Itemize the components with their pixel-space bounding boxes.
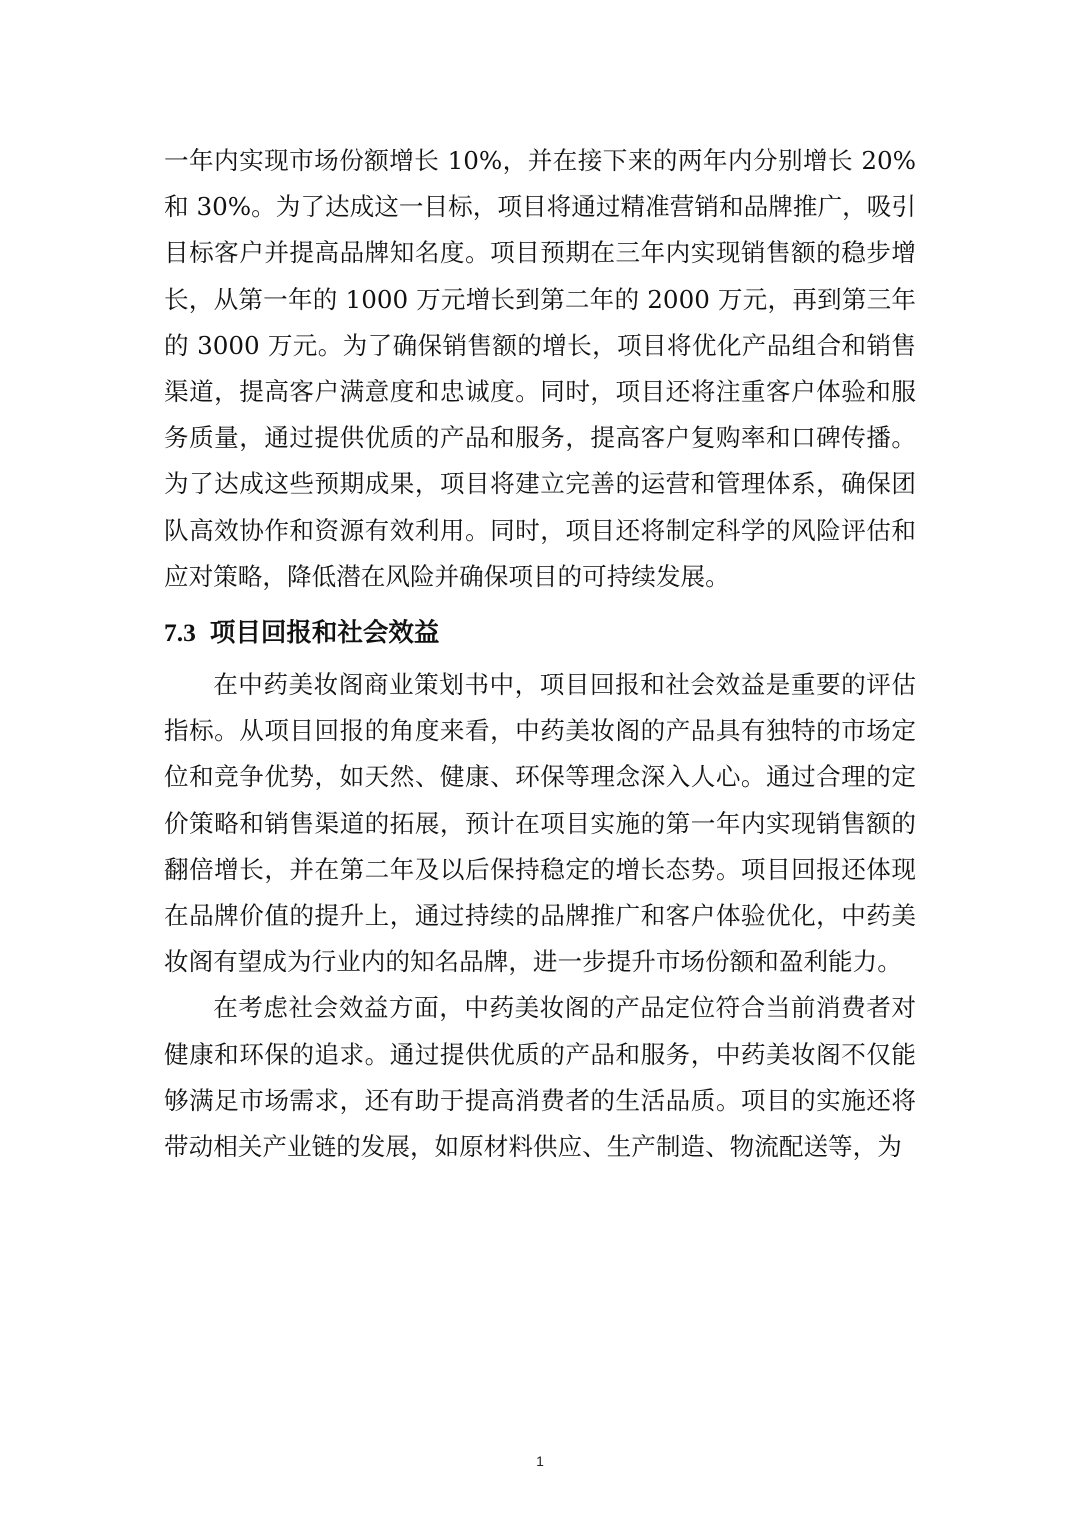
- section-number: 7.3: [164, 618, 196, 648]
- section-heading: [164, 610, 916, 656]
- continued-paragraph: 一年内实现市场份额增长 10%，并在接下来的两年内分别增长 20% 和 30%。为了达成这一目标，项目将通过精准营销和品牌推广，吸引目标客户并提高品牌知名度。项目预期在三年内实现销售额的稳步增长，从第一年的 1000 万元增长到第二年的 2000 万元，再到第三年的 3000 万元。为了确保销售额的增长，项目将优化产品组合和销售渠道，提高客户满意度和忠诚度。同时，项目还将注重客户体验和服务质量，通过提供优质的产品和服务，提高客户复购率和口碑传播。为了达成这些预期成果，项目将建立完善的运营和管理体系，确保团队高效协作和资源有效利用。同时，项目还将制定科学的风险评估和应对策略，降低潜在风险并确保项目的可持续发展。: [164, 146, 916, 591]
- page-content: [164, 138, 916, 1170]
- paragraph-social-benefit: 在考虑社会效益方面，中药美妆阁的产品定位符合当前消费者对健康和环保的追求。通过提供优质的产品和服务，中药美妆阁不仅能够满足市场需求，还有助于提高消费者的生活品质。项目的实施还将带动相关产业链的发展，如原材料供应、生产制造、物流配送等，为: [164, 993, 916, 1162]
- section-title: 项目回报和社会效益: [209, 618, 440, 649]
- paragraph-project-return: 在中药美妆阁商业策划书中，项目回报和社会效益是重要的评估指标。从项目回报的角度来看，中药美妆阁的产品具有独特的市场定位和竞争优势，如天然、健康、环保等理念深入人心。通过合理的定价策略和销售渠道的拓展，预计在项目实施的第一年内实现销售额的翻倍增长，并在第二年及以后保持稳定的增长态势。项目回报还体现在品牌价值的提升上，通过持续的品牌推广和客户体验优化，中药美妆阁有望成为行业内的知名品牌，进一步提升市场份额和盈利能力。: [164, 670, 916, 977]
- page-number: 1: [536, 1453, 544, 1469]
